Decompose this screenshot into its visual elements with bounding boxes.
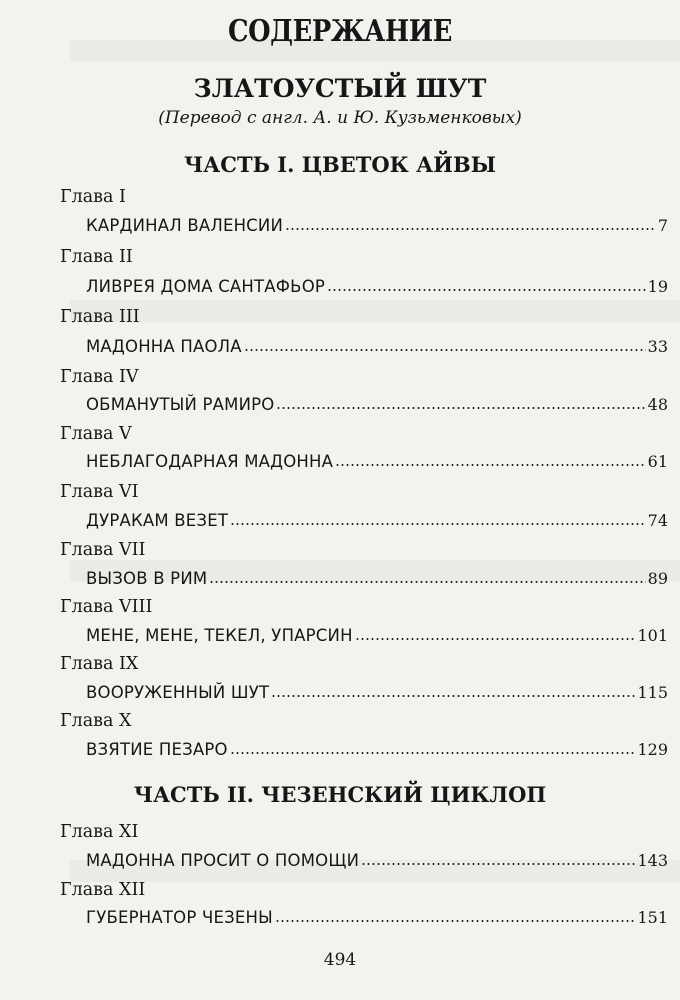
page-ref: 48 xyxy=(647,395,668,414)
toc-entry[interactable] xyxy=(86,683,668,702)
chapter-title: КАРДИНАЛ ВАЛЕНСИИ xyxy=(86,216,283,235)
chapter-label: Глава III xyxy=(60,307,140,327)
chapter-title: НЕБЛАГОДАРНАЯ МАДОННА xyxy=(86,452,334,471)
toc-entry[interactable] xyxy=(86,908,668,927)
chapter-label: Глава I xyxy=(60,187,126,207)
toc-entry[interactable] xyxy=(86,851,668,870)
show-through-shading xyxy=(70,300,680,322)
chapter-title: ВЗЯТИЕ ПЕЗАРО xyxy=(86,740,228,759)
dot-leader xyxy=(209,580,645,584)
dot-leader xyxy=(244,348,646,352)
chapter-title: МЕНЕ, МЕНЕ, ТЕКЕЛ, УПАРСИН xyxy=(86,626,353,645)
dot-leader xyxy=(230,522,646,526)
page-ref: 7 xyxy=(657,216,668,235)
translator-note: (Перевод с англ. А. и Ю. Кузьменковых) xyxy=(158,108,522,128)
page-ref: 115 xyxy=(637,683,668,702)
page-ref: 151 xyxy=(637,908,668,927)
chapter-label: Глава X xyxy=(60,711,132,731)
toc-entry[interactable] xyxy=(86,511,668,530)
dot-leader xyxy=(355,637,636,641)
page-ref: 89 xyxy=(647,569,668,588)
page-ref: 33 xyxy=(647,337,668,356)
chapter-label: Глава VIII xyxy=(60,597,153,617)
chapter-label: Глава II xyxy=(60,247,133,267)
dot-leader xyxy=(285,227,656,231)
chapter-label: Глава XI xyxy=(60,822,139,842)
toc-entry[interactable] xyxy=(86,337,668,356)
chapter-label: Глава V xyxy=(60,424,132,444)
dot-leader xyxy=(230,751,636,755)
toc-entry[interactable] xyxy=(86,395,668,414)
book-title: ЗЛАТОУСТЫЙ ШУТ xyxy=(193,74,487,103)
part-title: ЧАСТЬ II. ЧЕЗЕНСКИЙ ЦИКЛОП xyxy=(133,782,547,807)
toc-entry[interactable] xyxy=(86,569,668,588)
toc-entry[interactable] xyxy=(86,452,668,471)
chapter-title: ЛИВРЕЯ ДОМА САНТАФЬОР xyxy=(86,277,326,296)
dot-leader xyxy=(335,463,646,467)
dot-leader xyxy=(276,406,645,410)
chapter-title: МАДОННА ПАОЛА xyxy=(86,337,242,356)
chapter-label: Глава IX xyxy=(60,654,139,674)
dot-leader xyxy=(275,919,636,923)
chapter-title: МАДОННА ПРОСИТ О ПОМОЩИ xyxy=(86,851,360,870)
chapter-title: ОБМАНУТЫЙ РАМИРО xyxy=(86,395,275,414)
page-ref: 101 xyxy=(637,626,668,645)
toc-entry[interactable] xyxy=(86,740,668,759)
chapter-label: Глава VII xyxy=(60,540,146,560)
page-number: 494 xyxy=(323,950,357,970)
part-title: ЧАСТЬ I. ЦВЕТОК АЙВЫ xyxy=(183,152,497,177)
chapter-title: ВЫЗОВ В РИМ xyxy=(86,569,208,588)
chapter-label: Глава VI xyxy=(60,482,139,502)
chapter-label: Глава XII xyxy=(60,880,146,900)
dot-leader xyxy=(327,288,646,292)
chapter-label: Глава IV xyxy=(60,367,139,387)
dot-leader xyxy=(271,694,635,698)
contents-heading: СОДЕРЖАНИЕ xyxy=(227,14,453,49)
page-ref: 61 xyxy=(647,452,668,471)
page-ref: 129 xyxy=(637,740,668,759)
chapter-title: ГУБЕРНАТОР ЧЕЗЕНЫ xyxy=(86,908,273,927)
toc-entry[interactable] xyxy=(86,216,668,235)
page-ref: 143 xyxy=(637,851,668,870)
chapter-title: ВООРУЖЕННЫЙ ШУТ xyxy=(86,683,270,702)
page-ref: 74 xyxy=(647,511,668,530)
toc-entry[interactable] xyxy=(86,277,668,296)
toc-entry[interactable] xyxy=(86,626,668,645)
chapter-title: ДУРАКАМ ВЕЗЕТ xyxy=(86,511,229,530)
page-ref: 19 xyxy=(647,277,668,296)
dot-leader xyxy=(361,862,635,866)
